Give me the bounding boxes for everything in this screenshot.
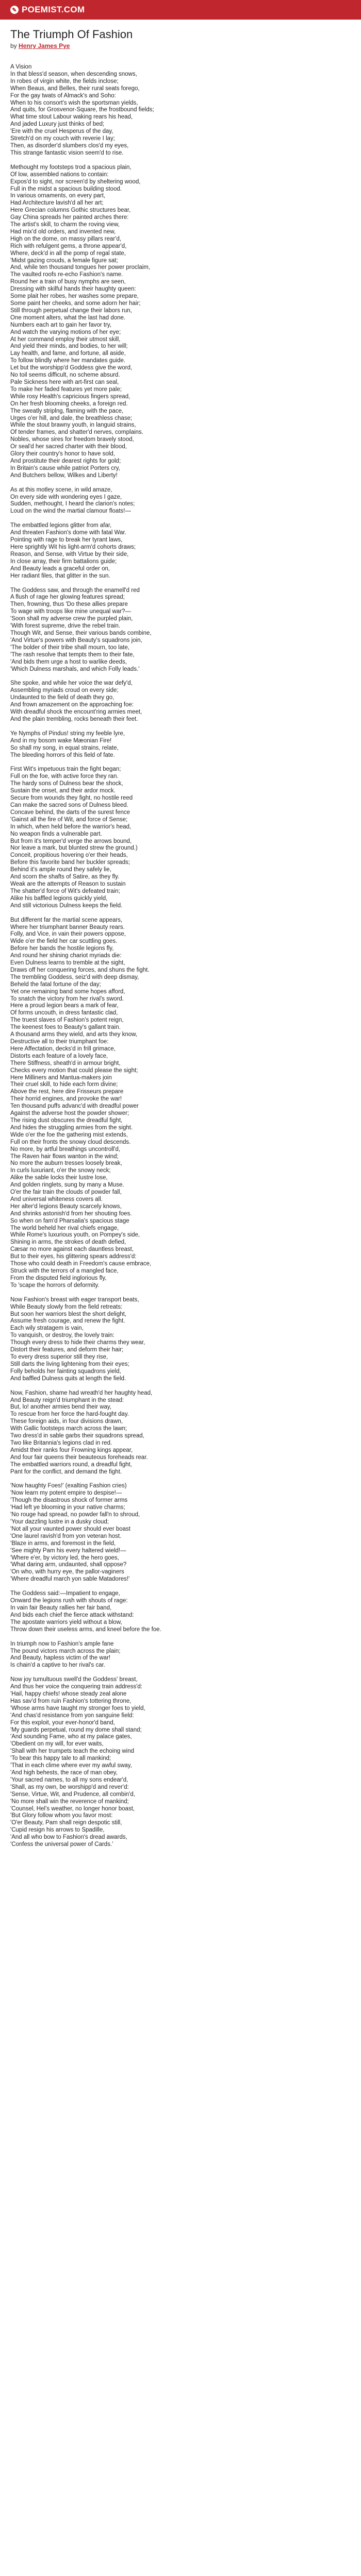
poem-line: 'Shall with her trumpets teach the echoing wind [10, 1748, 134, 1755]
poem-line: Struck with the terrors of a mangled face, [10, 1268, 119, 1274]
poem-line: Throw down their useless arms, and kneel before the foe. [10, 1626, 161, 1633]
poem-line: Full in the midst a spacious building stood. [10, 185, 122, 192]
poem-line: Alike his baffled legions quickly yield, [10, 895, 108, 902]
poem-line: Sustain the onset, and their ardor mock. [10, 788, 116, 794]
poem-line: 'No more shall win the reverence of mankind; [10, 1798, 129, 1805]
poem-line: 'Your sacred names, to all my sons endear'd, [10, 1776, 128, 1783]
poem-line: And yield their minds, and bodies, to her will; [10, 343, 128, 350]
poem-line: Round her a train of busy nymphs are seen, [10, 279, 126, 285]
poem-line: Alike the sable locks their lustre lose, [10, 1175, 108, 1181]
poem-line: And Butchers bellow, Wilkes and Liberty! [10, 472, 118, 479]
poem-line: Above the rest, here dire Frisseurs prepare [10, 1089, 124, 1095]
poem-stanza [10, 164, 351, 480]
poem-line: 'Ere with the cruel Hesperus of the day, [10, 128, 113, 135]
poem-line: Methought my footsteps trod a spacious plain, [10, 164, 132, 171]
poem-line: Shining in arms, the strokes of death defied, [10, 1239, 126, 1246]
poem-line: Cæsar no more against each dauntless breast, [10, 1246, 134, 1253]
poem-line: To rescue from her force the hard-fought day. [10, 1411, 129, 1418]
poem-line: And thus her voice the conquering train address'd: [10, 1684, 142, 1690]
poem-title: The Triumph Of Fashion [10, 28, 133, 41]
poem-line: But to their eyes, his glittering spears address'd: [10, 1253, 137, 1260]
poem-line: Wide o'er the foe the gathering mist extends, [10, 1131, 128, 1138]
poem-line: 'And Virtue's powers with Beauty's squadrons join, [10, 637, 142, 643]
byline [10, 42, 351, 49]
poem-line: Here Grecian columns Gothic structures bear, [10, 207, 131, 214]
poem-line: Still through perpetual change their labors run, [10, 307, 132, 314]
poem-line: 'Which Dulness marshals, and which Folly leads.' [10, 666, 140, 672]
poem-line: And Beauty reign'd triumphant in the stead: [10, 1397, 124, 1403]
poem-stanza [10, 64, 351, 157]
poem-line: 'And all who bow to Fashion's dread awards, [10, 1834, 127, 1841]
poem-line: There Stiffness, sheath'd in armour bright, [10, 1060, 121, 1066]
poem-line: Yet one remaining band some hopes afford, [10, 988, 125, 995]
poem-line: The Raven hair flows wanton in the wind; [10, 1153, 119, 1160]
poem-line: Their cruel skill, to hide each form divine; [10, 1081, 118, 1088]
poem-line: And universal whiteness covers all. [10, 1196, 103, 1202]
poem-line: Each wily stratagem is vain, [10, 1325, 84, 1332]
main-content [0, 20, 361, 2576]
poem-line: Though Wit, and Sense, their various bands combine, [10, 630, 152, 636]
poem-line: Urges o'er hill, and dale, the breathless chase; [10, 415, 133, 421]
poem-line: Two dress'd in sable garbs their squadrons spread, [10, 1433, 144, 1439]
poem-line: Against the adverse host the powder shower; [10, 1110, 129, 1117]
poem-line: To snatch the victory from her rival's sword. [10, 995, 124, 1002]
poem-line: Or seal'd her sacred charter with their blood, [10, 444, 127, 450]
poem-line: Some plait her robes, her washes some prepare, [10, 293, 139, 300]
poem-line: Her alter'd legions Beauty scarcely knows, [10, 1203, 122, 1210]
poem-line: On every side with wondering eyes I gaze, [10, 494, 122, 500]
poem-line: 'Where e'er, by victory led, the hero goes, [10, 1554, 119, 1561]
poem-stanza [10, 1590, 351, 1633]
poem-line: Of low, assembled nations to contain: [10, 171, 109, 178]
poem-line: While Rome's luxurious youth, on Pompey's side, [10, 1232, 140, 1239]
poem-line: Loud on the wind the martial clamour floats!— [10, 508, 131, 515]
poem-line: Assembling myriads croud on every side; [10, 687, 119, 694]
site-name: POEMIST.COM [22, 5, 85, 14]
poem-line: The rising dust obscures the dreadful fight, [10, 1117, 123, 1124]
poem-line: Some paint her cheeks, and some adorn her hair; [10, 300, 141, 307]
by-label: by [10, 42, 17, 49]
poem-line: 'And sounding Fame, who at my palace gates, [10, 1734, 132, 1740]
poem-line: Stretch'd on my couch with reverie I lay; [10, 135, 115, 142]
poem-line: 'My guards perpetual, round my dome shall stand; [10, 1726, 142, 1733]
poem-line: While Beauty slowly from the field retreats: [10, 1303, 123, 1310]
poem-line: But, lo! another armies bend their way, [10, 1404, 112, 1411]
poem-line: Now Fashion's breast with eager transport beats, [10, 1296, 139, 1303]
poem-line: To 'scape the horrors of deformity. [10, 1282, 100, 1289]
poem-line: And watch the varying motions of her eye; [10, 329, 121, 335]
poem-line: In that bless'd season, when descending snows, [10, 71, 137, 77]
poem-line: The embattled warriors round, a dreadful fight, [10, 1461, 132, 1468]
poem-line: Here Milliners and Mantua-makers join [10, 1074, 112, 1081]
poem-line: 'And high behests, the race of man obey, [10, 1770, 118, 1776]
poem-line: Glory their country's honor to have sold, [10, 451, 115, 457]
poem-line: Concave behind, the darts of the surest fence [10, 809, 130, 816]
poem-line: Numbers each art to gain her favor try, [10, 321, 112, 328]
poem-body [10, 64, 351, 1849]
poem-line: And scorn the shafts of Satire, as they fly. [10, 874, 120, 880]
poem-line: And four fair queens their beauteous foreheads rear. [10, 1454, 148, 1461]
poem-line: The trembling Goddess, seiz'd with deep dismay, [10, 974, 139, 980]
poem-line: Here sprightly Wit his light-arm'd cohorts draws; [10, 544, 136, 550]
poem-line: Ye Nymphs of Pindus! string my feeble lyre, [10, 730, 125, 737]
poem-line: Had mix'd old orders, and invented new, [10, 228, 116, 235]
poem-line: These foreign aids, in four divisions drawn, [10, 1418, 123, 1425]
poem-line: Of forms uncouth, in dress fantastic clad, [10, 1010, 118, 1016]
poem-line: 'The bolder of their tribe shall mourn, too late, [10, 644, 130, 651]
poem-line: With dreadful shock the encount'ring armies meet, [10, 709, 142, 716]
poem-line: Even Dulness learns to tremble at the sight, [10, 960, 125, 967]
poem-line: The sweatly striplng, flaming with the pace, [10, 408, 124, 414]
poem-line: 'Counsel, Hel’s weather, no longer honor boast, [10, 1805, 135, 1812]
poem-line: While the stout brawny youth, in languid strains, [10, 422, 136, 429]
poem-line: The truest slaves of Fashion's potent reign, [10, 1017, 124, 1024]
poem-line: 'Where dreadful march yon sable Matadores!' [10, 1576, 130, 1583]
poem-line: 'With forest supreme, drive the rebel train. [10, 623, 121, 630]
poem-line: In various ornaments, on every part, [10, 193, 106, 199]
poem-line: Where, deck'd in all the pomp of regal state, [10, 250, 126, 257]
poem-line: And Beauty, hapless victim of the war! [10, 1655, 111, 1662]
poem-line: 'Gainst all the fire of Wit, and force of Sense; [10, 816, 128, 823]
poem-line: In which, when held before the warrior's head, [10, 823, 132, 830]
author-link[interactable]: Henry James Pye [19, 42, 70, 49]
poem-line: 'Not all your vaunted power should ever boast [10, 1526, 130, 1532]
poem-line: Dressing with skilful hands their haughty queen: [10, 286, 136, 293]
poem-line: 'That in each clime where ever my awful sway, [10, 1762, 132, 1769]
poem-line: 'Midst gazing crouds, a female figure sat; [10, 257, 118, 264]
poem-line: Can make the sacred sons of Dulness bleed. [10, 802, 128, 808]
poem-line: At her command employ their utmost skill, [10, 336, 121, 343]
poem-line: While rosy Health's capricious fingers spread, [10, 393, 130, 400]
poem-line: 'But Glory follow whom you favor most: [10, 1812, 113, 1819]
poem-line: Nobles, whose sires for freedom bravely stood, [10, 436, 134, 443]
poem-line: The apostate warriors yield without a blow, [10, 1619, 122, 1625]
poem-line: To make her faded features yet more pale; [10, 386, 122, 393]
poem-line: And baffled Dulness quits at length the field. [10, 1375, 126, 1382]
poem-line: Assume fresh courage, and renew the fight. [10, 1318, 125, 1325]
poem-line: In vain fair Beauty rallies her fair band, [10, 1604, 112, 1611]
poem-line: Ten thousand puffs advanc'd with dreadful power [10, 1103, 139, 1110]
poem-line: Amidst their ranks four Frowning kings appear, [10, 1447, 133, 1453]
poem-line: A flush of rage her glowing features spread; [10, 594, 125, 601]
poem-line: Now joy tumultuous swell'd the Goddess' breast, [10, 1676, 138, 1683]
site-logo[interactable] [10, 5, 85, 15]
poem-line: Of tender frames, and shatter'd nerves, complains. [10, 429, 143, 436]
poem-line: Let but the worshipp'd Goddess give the word, [10, 365, 133, 371]
poem-line: Before her bands the hostile legions fly, [10, 945, 114, 952]
poem-stanza [10, 731, 351, 759]
poem-line: Two like Britannia's legions clad in red. [10, 1439, 112, 1446]
poem-line: One moment alters, what the last had done. [10, 314, 126, 321]
poem-line: In close array, their firm battalions guide; [10, 558, 117, 565]
poem-line: Still darts the living lightening from their eyes; [10, 1361, 129, 1367]
poem-line: As at this motley scene, in wild amaze, [10, 486, 112, 493]
poem-line: No weapon finds a vulnerable part. [10, 831, 102, 837]
poem-line: First Wit's impetuous train the fight began; [10, 766, 121, 773]
poem-line: Sudden, methought, I heard the clarion's notes; [10, 501, 135, 507]
poem-stanza [10, 522, 351, 580]
poem-line: Behind it's ample round they safely lie, [10, 867, 111, 873]
poem-line: Rich with refulgent gems, a throne appear'd, [10, 243, 127, 249]
poem-line: Onward the legions rush with shouts of rage: [10, 1598, 128, 1604]
poem-line: Pant for the conflict, and demand the fight. [10, 1468, 122, 1475]
poem-line: 'Cupid resign his arrows to Spadille, [10, 1827, 105, 1834]
poem-line: Here a proud legion bears a mark of fear, [10, 1003, 119, 1009]
poem-line: 'See mighty Pam his every haltered wield!— [10, 1547, 126, 1554]
poem-line: 'O'er Beauty, Pam shall reign despotic still, [10, 1820, 122, 1826]
poem-line: 'To bear this happy tale to all mankind; [10, 1755, 111, 1762]
poem-line: This strange fantastic vision seem'd to rise. [10, 149, 124, 156]
poem-line: Then, frowning, thus 'Do these allies prepare [10, 601, 128, 608]
poem-stanza [10, 1297, 351, 1383]
poem-line: The vaulted roofs re-echo Fashion's name. [10, 272, 123, 278]
poem-line: And hides the struggling armies from the sight. [10, 1124, 133, 1131]
poem-line: Has sav'd from ruin Fashion's tottering throne, [10, 1698, 132, 1704]
poem-line: 'Now learn my potent empire to despise!— [10, 1490, 122, 1497]
poem-line: 'One laurel ravish'd from yon veteran host. [10, 1533, 122, 1539]
poem-line: 'Soon shall my adverse crew the purpled plain, [10, 616, 133, 622]
poem-line: When to his consort's wish the sportsman yields, [10, 99, 138, 106]
poem-line: And, while ten thousand tongues her power proclaim, [10, 264, 151, 271]
poem-line: No toil seems difficult, no scheme absurd. [10, 372, 120, 379]
poem-line: Secure from wounds they fight, no hostile reed [10, 795, 133, 802]
poem-line: 'Now haughty Foes!' (exalting Fashion cries) [10, 1483, 127, 1489]
poem-line: But different far the martial scene appears, [10, 917, 123, 923]
poem-line: A Vision [10, 64, 32, 70]
poem-line: What time stout Labour waking rears his head, [10, 114, 133, 121]
poem-stanza [10, 487, 351, 516]
poem-line: 'No rouge had spread, no powder fall'n to shroud, [10, 1512, 140, 1518]
poem-line: In curls luxuriant, o'er the snowy neck; [10, 1167, 111, 1174]
poem-stanza [10, 1641, 351, 1670]
poem-line: Before this favorite band her buckler spreads; [10, 859, 130, 866]
poem-line: Gay China spreads her painted arches there: [10, 214, 129, 221]
poem-line: The hardy sons of Dulness bear the shock, [10, 781, 123, 787]
poem-line: She spoke, and while her voice the war defy'd, [10, 680, 133, 687]
poem-line: Those who could death in Freedom's cause embrace, [10, 1261, 152, 1267]
poem-line: And shrinks astonish'd from her shouting foes. [10, 1210, 132, 1217]
poem-line: 'Confess the universal power of Cards.' [10, 1841, 113, 1848]
poem-line: 'Though the disastrous shock of former arms [10, 1497, 128, 1504]
poem-line: A thousand arms they wield, and arts they know, [10, 1031, 138, 1038]
poem-line: On her fresh blooming cheeks, a foreign red. [10, 400, 128, 407]
poem-line: The Goddess saw, and through the enamell'd red [10, 587, 140, 594]
poem-line: Had Architecture lavish'd all her art; [10, 200, 104, 207]
poem-line: 'The rash resolve that tempts them to their fate, [10, 651, 135, 658]
poem-line: And jaded Luxury just thinks of bed; [10, 121, 105, 128]
poem-line: 'Whose arms have taught my stronger foes to yield, [10, 1705, 145, 1711]
poem-line: Pointing with rage to break her tyrant laws, [10, 537, 123, 544]
poem-line: From the disputed field inglorious fly, [10, 1275, 107, 1281]
poem-line: Then, as disorder'd slumbers clos'd my eyes, [10, 142, 129, 149]
poem-line: 'On who, with hurry eye, the pallor-vaginers [10, 1569, 124, 1575]
poem-line: The keenest foes to Beauty's gallant train. [10, 1024, 121, 1031]
poem-line: Nor leave a mark, but blunted strew the ground.) [10, 845, 138, 852]
poem-line: With Gallic footsteps march across the lawn; [10, 1426, 127, 1432]
poem-line: The bleeding horrors of this field of fate. [10, 752, 115, 758]
site-header [0, 0, 361, 20]
poem-line: But from it's temper'd verge the arrows bound, [10, 838, 132, 844]
poem-line: So when on fam'd Pharsalia's spacious stage [10, 1217, 129, 1224]
poem-line: The shatter'd force of Wit's defeated train; [10, 888, 120, 894]
poem-line: Folly beholds her fainting squadrons yield, [10, 1368, 121, 1375]
poem-line: In triumph now to Fashion's ample fane [10, 1640, 114, 1647]
poem-line: And golden ringlets, sung by many a Muse. [10, 1182, 124, 1189]
poem-line: But soon her warriors blest the short delight, [10, 1311, 127, 1317]
poem-line: Beheld the fatal fortune of the day; [10, 981, 101, 988]
poem-line: Distorts each feature of a lovely face, [10, 1053, 108, 1059]
poem-line: And bids each chief the fierce attack withstand: [10, 1612, 134, 1618]
poem-stanza [10, 587, 351, 673]
poem-line: The Goddess said:—Impatient to engage, [10, 1590, 120, 1597]
poem-line: Here Affectation, decks'd in frill grimace, [10, 1045, 116, 1052]
poem-line: Undaunted to the field of death they go, [10, 694, 114, 701]
poem-stanza [10, 917, 351, 1290]
poem-line: To every dress superior still they rise, [10, 1353, 108, 1360]
poem-line: Her radiant files, that glitter in the sun. [10, 572, 110, 579]
poem-line: The pound victors march across the plain; [10, 1648, 121, 1654]
poem-line: And Beauty leads a graceful order on, [10, 565, 110, 572]
poem-line: The world beheld her rival chiefs engage, [10, 1225, 119, 1231]
poem-stanza [10, 680, 351, 723]
poem-line: 'And bids them urge a host to warlike deeds, [10, 658, 127, 665]
poem-line: Distort their features, and deform their hair; [10, 1347, 124, 1353]
poem-line: Weak are the attempts of Reason to sustain [10, 880, 126, 887]
poem-line: Lay health, and fame, and fortune, all aside, [10, 350, 126, 357]
poem-line: O'er the fair train the clouds of powder fall, [10, 1189, 122, 1196]
poem-line: And round her shining chariot myriads die: [10, 953, 122, 959]
poem-line: So shall my song, in equal strains, relate, [10, 744, 119, 751]
poem-stanza [10, 1390, 351, 1476]
poem-line: Though every dress to hide their charms they wear, [10, 1340, 145, 1346]
poem-stanza [10, 1483, 351, 1583]
poem-line: Wide o'er the field her car scuttling goes. [10, 938, 118, 945]
poem-line: Full on the foe, with active force they ran. [10, 773, 119, 780]
poem-line: In Britain's cause while patriot Porters cry, [10, 465, 120, 471]
poem-line: To wage with troops like mine unequal war?— [10, 608, 131, 615]
poem-line: And quits, for Grosvenor-Square, the frostbound fields; [10, 107, 154, 113]
poem-line: Their horrid engines, and provoke the war! [10, 1096, 122, 1103]
poem-line: For the gay twats of Almack's and Soho: [10, 92, 116, 99]
poem-stanza [10, 766, 351, 909]
poem-line: 'Had left ye blooming in your native charms; [10, 1504, 125, 1511]
poem-line: And prostitute their dearest rights for gold; [10, 457, 121, 464]
poem-line: Expos'd to sight, nor screen'd by sheltering wood, [10, 178, 141, 185]
poem-line: The embattled legions glitter from afar, [10, 522, 112, 529]
poem-line: And still victorious Dulness keeps the field. [10, 902, 123, 909]
poem-line: Folly, and Vice, in vain their powers oppose, [10, 931, 126, 938]
poem-line: No more, by artful breathings uncontroll'd, [10, 1146, 121, 1153]
poem-line: 'Obedient on my will, for ever waits, [10, 1741, 104, 1748]
poem-line: And in my bosom wake Mæonian Fire! [10, 737, 112, 744]
poem-line: To vanquish, or destroy, the lovely train: [10, 1332, 114, 1339]
poem-line: 'And chas'd resistance from yon sanguine field: [10, 1712, 134, 1719]
poem-line: The artist's skill, to charm the roving view, [10, 222, 120, 228]
poem-line: Checks every motion that could please the sight; [10, 1067, 138, 1074]
poem-line: Reason, and Sense, with Virtue by their side, [10, 551, 129, 557]
poem-line: For this exploit, your ever-honor'd band, [10, 1719, 115, 1726]
poem-line: No more the auburn tresses loosely break, [10, 1160, 122, 1167]
poem-line: Conceit, propitious hovering o'er their heads, [10, 852, 128, 859]
quill-icon: ✎ [10, 6, 19, 14]
poem-line: And threaten Fashion's dome with fatal War. [10, 530, 126, 536]
poem-line: Is chain'd a captive to her rival's car. [10, 1662, 106, 1669]
poem-stanza [10, 1676, 351, 1849]
poem-line: 'Shall, as my own, be worshipp'd and rever'd: [10, 1784, 129, 1790]
poem-line: Pale Sickness here with art-first can seal, [10, 379, 119, 385]
poem-line: Destructive all to their triumphant foe: [10, 1039, 109, 1045]
poem-line: 'Your dazzling lustre in a dusky cloud; [10, 1519, 109, 1525]
poem-line: High on the dome, on massy pillars rear'd, [10, 235, 122, 242]
poem-line: 'Hail, happy chiefs! whose steady zeal alone [10, 1691, 127, 1698]
poem-line: When Beaus, and Belles, their rural seats forego, [10, 85, 140, 92]
poem-line: In robes of virgin white, the fields inclose; [10, 78, 119, 84]
poem-line: Full on their fronts the snowy cloud descends. [10, 1139, 131, 1145]
poem-line: Where her triumphant banner Beauty rears. [10, 924, 125, 930]
poem-line: And frown amazement on the approaching foe: [10, 702, 134, 708]
poem-line: And the plain trembling, rocks beneath their feet. [10, 716, 138, 722]
poem-line: 'Sense, Virtue, Wit, and Prudence, all combin'd, [10, 1791, 135, 1798]
poem-line: 'What daring arm, undaunted, shall oppose? [10, 1562, 127, 1568]
poem-line: To follow blindly where her mandates guide. [10, 358, 126, 364]
poem-line: Draws off her conquering forces, and shuns the fight. [10, 967, 150, 973]
poem-line: 'Blaze in arms, and foremost in the field, [10, 1540, 116, 1547]
poem-line: Now, Fashion, shame had wreath'd her haughty head, [10, 1389, 153, 1396]
